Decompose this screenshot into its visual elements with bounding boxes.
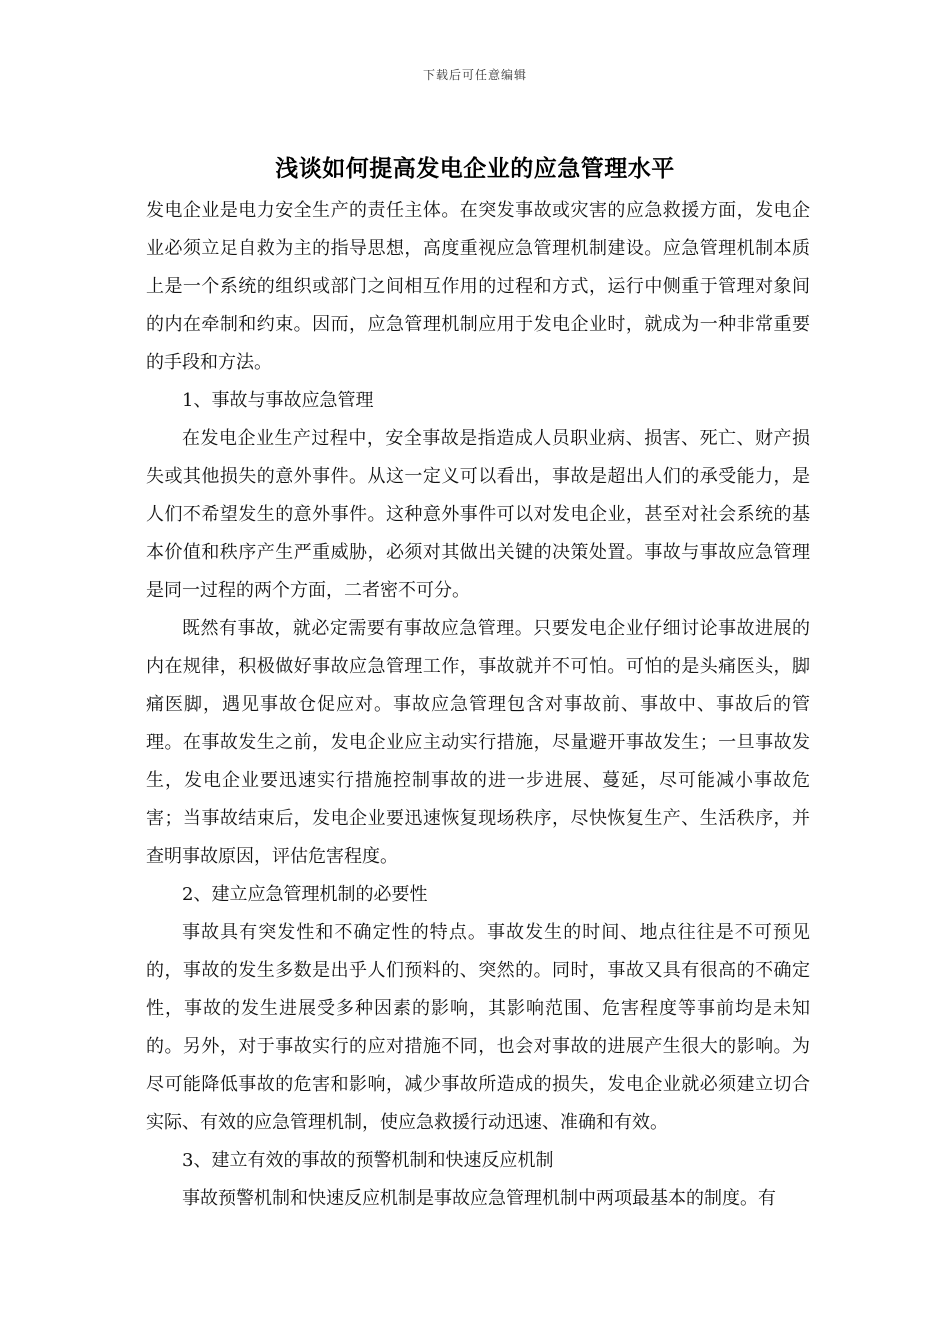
paragraph: 事故预警机制和快速反应机制是事故应急管理机制中两项最基本的制度。有 bbox=[182, 1188, 776, 1209]
section-heading-3: 3、建立有效的事故的预警机制和快速反应机制 bbox=[182, 1150, 554, 1171]
intro-paragraph: 发电企业是电力安全生产的责任主体。在突发事故或灾害的应急救援方面，发电企业必须立足自救为主的指导思想，高度重视应急管理机制建设。应急管理机制本质上是一个系统的组织或部门之间相互作用的过程和方式，运行中侧重于管理对象间的内在牵制和约束。因而，应急管理机制应用于发电企业时，就成为一种非常重要的手段和方法。 bbox=[146, 200, 810, 373]
paragraph: 事故具有突发性和不确定性的特点。事故发生的时间、地点往往是不可预见的，事故的发生多数是出乎人们预料的、突然的。同时，事故又具有很高的不确定性，事故的发生进展受多种因素的影响，其影响范围、危害程度等事前均是未知的。另外，对于事故实行的应对措施不同，也会对事故的进展产生很大的影响。为尽可能降低事故的危害和影响，减少事故所造成的损失，发电企业就必须建立切合实际、有效的应急管理机制，使应急救援行动迅速、准确和有效。 bbox=[146, 922, 810, 1133]
section-heading-2: 2、建立应急管理机制的必要性 bbox=[182, 884, 428, 905]
document-body bbox=[146, 192, 810, 1218]
paragraph: 既然有事故，就必定需要有事故应急管理。只要发电企业仔细讨论事故进展的内在规律，积极做好事故应急管理工作，事故就并不可怕。可怕的是头痛医头，脚痛医脚，遇见事故仓促应对。事故应急管理包含对事故前、事故中、事故后的管理。在事故发生之前，发电企业应主动实行措施，尽量避开事故发生；一旦事故发生，发电企业要迅速实行措施控制事故的进一步进展、蔓延，尽可能减小事故危害；当事故结束后，发电企业要迅速恢复现场秩序，尽快恢复生产、生活秩序，并查明事故原因，评估危害程度。 bbox=[146, 618, 810, 867]
document-title: 浅谈如何提高发电企业的应急管理水平 bbox=[275, 156, 675, 182]
paragraph: 在发电企业生产过程中，安全事故是指造成人员职业病、损害、死亡、财产损失或其他损失的意外事件。从这一定义可以看出，事故是超出人们的承受能力，是人们不希望发生的意外事件。这种意外事件可以对发电企业，甚至对社会系统的基本价值和秩序产生严重威胁，必须对其做出关键的决策处置。事故与事故应急管理是同一过程的两个方面，二者密不可分。 bbox=[146, 428, 810, 601]
page-header-note: 下载后可任意编辑 bbox=[422, 68, 527, 82]
section-heading-1: 1、事故与事故应急管理 bbox=[182, 390, 374, 411]
